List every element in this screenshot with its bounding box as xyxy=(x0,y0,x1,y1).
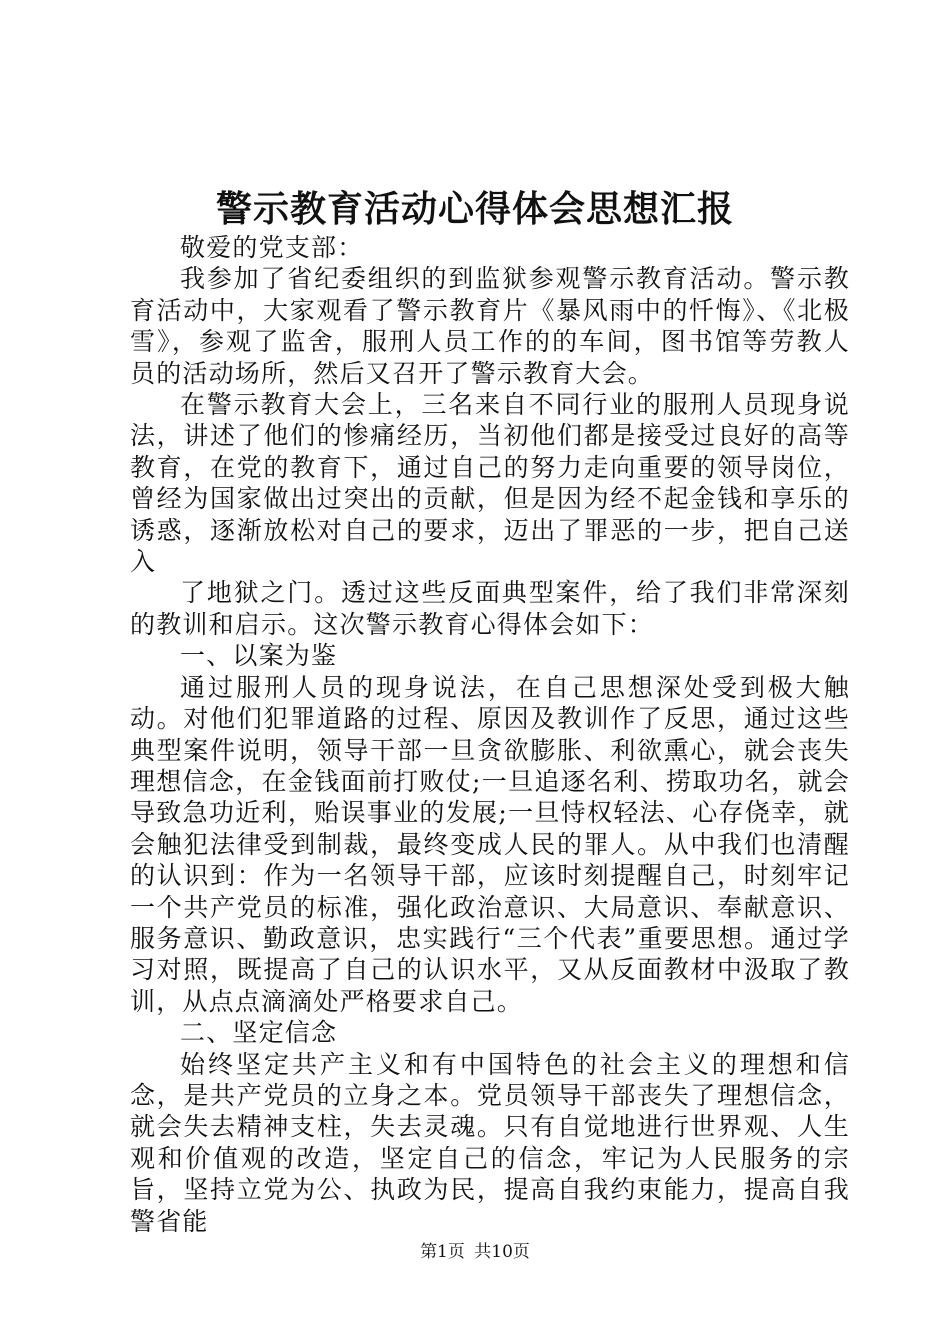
paragraph-lessons: 了地狱之门。透过这些反面典型案件，给了我们非常深刻的教训和启示。这次警示教育心得体会如下： xyxy=(130,578,850,639)
paragraph-intro: 我参加了省纪委组织的到监狱参观警示教育活动。警示教育活动中，大家观看了警示教育片《暴风雨中的忏悔》、《北极雪》，参观了监舍，服刑人员工作的的车间，图书馆等劳教人员的活动场所，然后又召开了警示教育大会。 xyxy=(130,264,850,388)
paragraph-meeting: 在警示教育大会上，三名来自不同行业的服刑人员现身说法，讲述了他们的惨痛经历，当初他们都是接受过良好的高等教育，在党的教育下，通过自己的努力走向重要的领导岗位，曾经为国家做出过突出的贡献，但是因为经不起金钱和享乐的诱惑，逐渐放松对自己的要求，迈出了罪恶的一步，把自己送入 xyxy=(130,390,850,577)
page-number: 第1页 xyxy=(420,1242,465,1262)
paragraph-section-2: 始终坚定共产主义和有中国特色的社会主义的理想和信念，是共产党员的立身之本。党员领导干部丧失了理想信念，就会失去精神支柱，失去灵魂。只有自觉地进行世界观、人生观和价值观的改造，坚定自己的信念，牢记为人民服务的宗旨，坚持立党为公、执政为民，提高自我约束能力，提高自我警省能 xyxy=(130,1049,850,1236)
page-total: 共10页 xyxy=(474,1242,530,1262)
paragraph-section-1: 通过服刑人员的现身说法，在自己思想深处受到极大触动。对他们犯罪道路的过程、原因及教训作了反思，通过这些典型案件说明，领导干部一旦贪欲膨胀、利欲熏心，就会丧失理想信念，在金钱面前打败仗;一旦追逐名利、捞取功名，就会导致急功近利，贻误事业的发展;一旦恃权轻法、心存侥幸，就会触犯法律受到制裁，最终变成人民的罪人。从中我们也清醒的认识到：作为一名领导干部，应该时刻提醒自己，时刻牢记一个共产党员的标准，强化政治意识、大局意识、奉献意识、服务意识、勤政意识，忠实践行“三个代表”重要思想。通过学习对照，既提高了自己的认识水平，又从反面教材中汲取了教训，从点点滴滴处严格要求自己。 xyxy=(130,672,850,1016)
document-title: 警示教育活动心得体会思想汇报 xyxy=(215,188,734,230)
page-footer xyxy=(0,1240,950,1264)
document-body xyxy=(130,232,850,1237)
salutation: 敬爱的党支部： xyxy=(180,233,364,262)
section-heading-2: 二、坚定信念 xyxy=(180,1018,338,1048)
section-heading-1: 一、以案为鉴 xyxy=(180,641,338,671)
